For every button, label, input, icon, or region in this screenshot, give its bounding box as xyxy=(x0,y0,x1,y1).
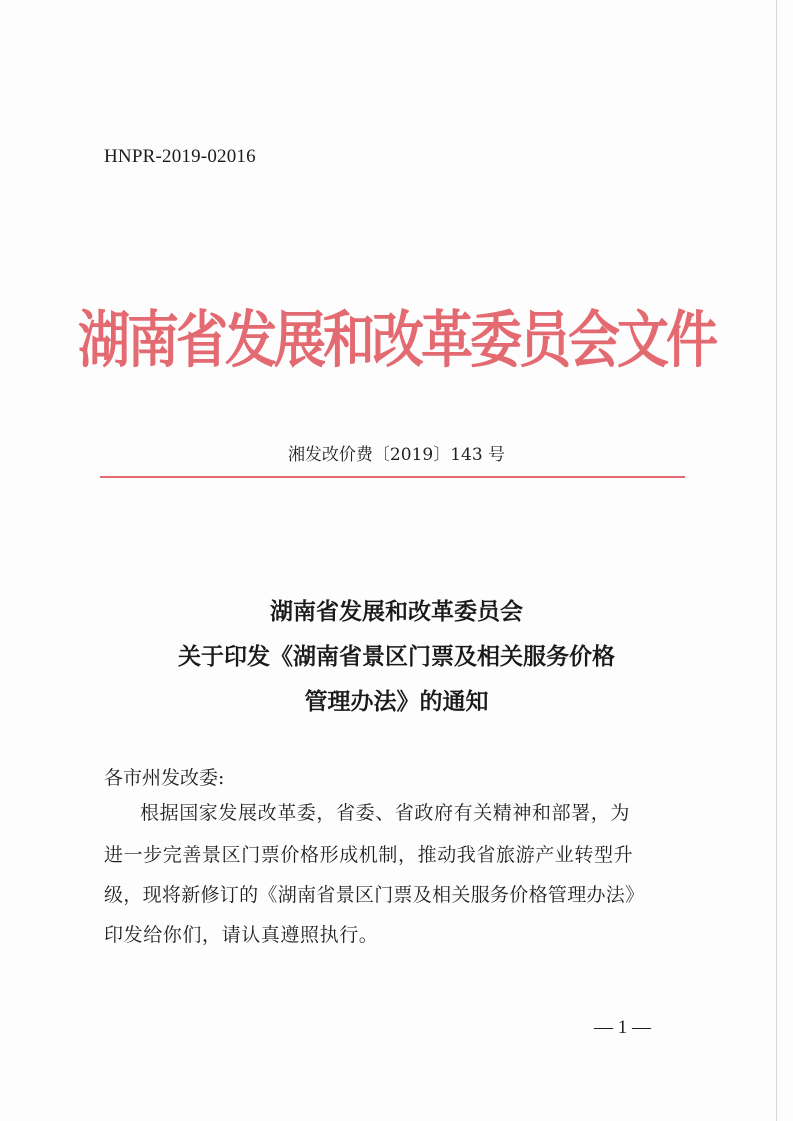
scan-edge xyxy=(776,0,777,1121)
body-line-1: 根据国家发展改革委，省委、省政府有关精神和部署，为 xyxy=(140,802,631,824)
body-line-3: 级，现将新修订的《湖南省景区门票及相关服务价格管理办法》 xyxy=(104,884,645,906)
body-line-4: 印发给你们，请认真遵照执行。 xyxy=(104,924,379,946)
document-number: 湘发改价费〔2019〕143 号 xyxy=(287,445,506,465)
document-code: HNPR-2019-02016 xyxy=(104,146,256,167)
body-line-2: 进一步完善景区门票价格形成机制，推动我省旅游产业转型升 xyxy=(104,844,634,866)
addressee: 各市州发改委: xyxy=(104,767,225,789)
title-line-2: 关于印发《湖南省景区门票及相关服务价格 xyxy=(178,643,615,670)
title-line-3: 管理办法》的通知 xyxy=(304,688,489,715)
document-header: 湖南省发展和改革委员会文件 xyxy=(77,304,715,377)
page-number: — 1 — xyxy=(594,1017,651,1038)
title-line-1: 湖南省发展和改革委员会 xyxy=(270,598,523,625)
red-divider-line xyxy=(100,476,685,478)
